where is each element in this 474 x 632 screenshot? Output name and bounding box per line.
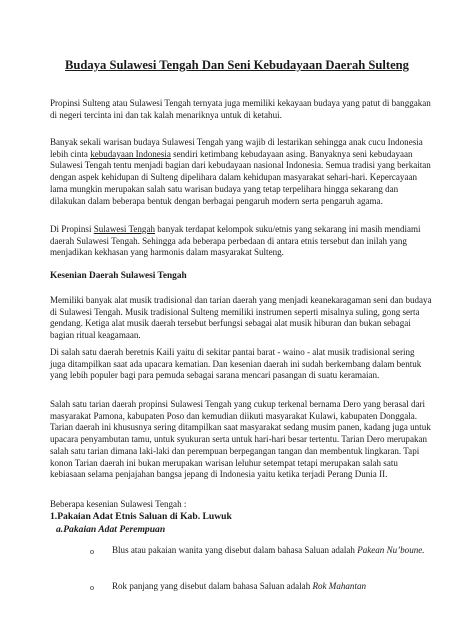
bullet-marker: o xyxy=(90,547,94,556)
paragraph-text: sendiri ketimbang kebudayaan asing. Banyaknya seni kebudayaan Sulawesi Tengah tentu menjadi bagian dari kebudayaan nasional Indonesia. Semua tradisi yang berkaitan dengan aspek kehidupan di Sulteng dipelihara dalam kehidupan masyarakat sehari-hari. Kepercayaan lama mungkin merupakan salah satu warisan budaya yang tetap terpelihara hingga sekarang dan dilakukan dalam beberapa bentuk dengan berbagai pengaruh modern serta pengaruh agama. xyxy=(50,148,431,206)
bullet-term: Rok Mahantan xyxy=(312,581,367,591)
bullet-term: Pakean Nu’boune. xyxy=(357,545,425,555)
heading-pakaian-perempuan: a.Pakaian Adat Perempuan xyxy=(56,524,166,535)
bullet-marker: o xyxy=(90,583,94,592)
paragraph-beberapa: Beberapa kesenian Sulawesi Tengah : xyxy=(50,499,187,509)
paragraph-text: banyak terdapat kelompok suku/etnis yang sekarang ini masih mendiami daerah Sulawesi Tengah. Sehingga ada beberapa perbedaan di antara etnis tersebut dan inilah yang menjadikan kekhasan yang harmonis dalam masyarakat Sulteng. xyxy=(50,224,421,258)
page-title: Budaya Sulawesi Tengah Dan Seni Kebudayaan Daerah Sulteng xyxy=(65,58,409,72)
bullet-item-blus xyxy=(112,545,442,557)
paragraph-kaili: Di salah satu daerah beretnis Kaili yaitu di sekitar pantai barat - waino - alat musik tradisional sering juga ditampilkan saat ada upacara kematian. Dan kesenian daerah ini sudah berkembang dalam bentuk yang lebih populer bagi para pemuda sebagai sarana mencari pasangan di suatu keramaian. xyxy=(50,347,422,381)
bullet-item-rok xyxy=(112,581,442,593)
section-heading-kesenian: Kesenian Daerah Sulawesi Tengah xyxy=(50,271,187,281)
bullet-text: Blus atau pakaian wanita yang disebut dalam bahasa Saluan adalah xyxy=(112,545,358,555)
heading-pakaian-saluan: 1.Pakaian Adat Etnis Saluan di Kab. Luwuk xyxy=(50,511,232,522)
paragraph-musik: Memiliki banyak alat musik tradisional dan tarian daerah yang menjadi keanekaragaman seni dan budaya di Sulawesi Tengah. Musik tradisional Sulteng memiliki instrumen seperti misalnya suling, gong serta gendang. Ketiga alat musik daerah tersebut berfungsi sebagai alat musik hiburan dan bukan sebagai bagian ritual keagamaan. xyxy=(50,295,432,341)
kebudayaan-indonesia-link[interactable]: kebudayaan Indonesia xyxy=(90,148,171,159)
paragraph-text: Banyak sekali warisan budaya Sulawesi Tengah yang wajib di lestarikan sehingga anak cucu Indonesia lebih cinta xyxy=(50,137,423,159)
sulawesi-tengah-link[interactable]: Sulawesi Tengah xyxy=(93,224,155,234)
paragraph-dero: Salah satu tarian daerah propinsi Sulawesi Tengah yang cukup terkenal bernama Dero yang berasal dari masyarakat Pamona, kabupaten Poso dan kemudian diikuti masyarakat Kulawi, kabupaten Donggala. Tarian daerah ini khususnya sering ditampilkan saat masyarakat sedang musim panen, kadang juga untuk upacara penyambutan tamu, untuk syukuran serta untuk hari-hari besar tertentu. Tarian Dero merupakan salah satu tarian dimana laki-laki dan perempuan berpegangan tangan dan membentuk lingkaran. Tapi konon Tarian daerah ini bukan merupakan warisan leluhur setempat tetapi merupakan salah satu kebiasaan selama penjajahan bangsa jepang di Indonesia yaitu ketika terjadi Perang Dunia II. xyxy=(50,399,431,480)
paragraph-text: Di Propinsi xyxy=(50,224,94,234)
paragraph-warisan xyxy=(50,137,432,207)
paragraph-intro: Propinsi Sulteng atau Sulawesi Tengah ternyata juga memiliki kekayaan budaya yang patut di banggakan di negeri tercinta ini dan tak kalah menariknya untuk di ketahui. xyxy=(50,98,431,120)
bullet-text: Rok panjang yang disebut dalam bahasa Saluan adalah xyxy=(112,581,313,591)
paragraph-etnis xyxy=(50,224,432,259)
